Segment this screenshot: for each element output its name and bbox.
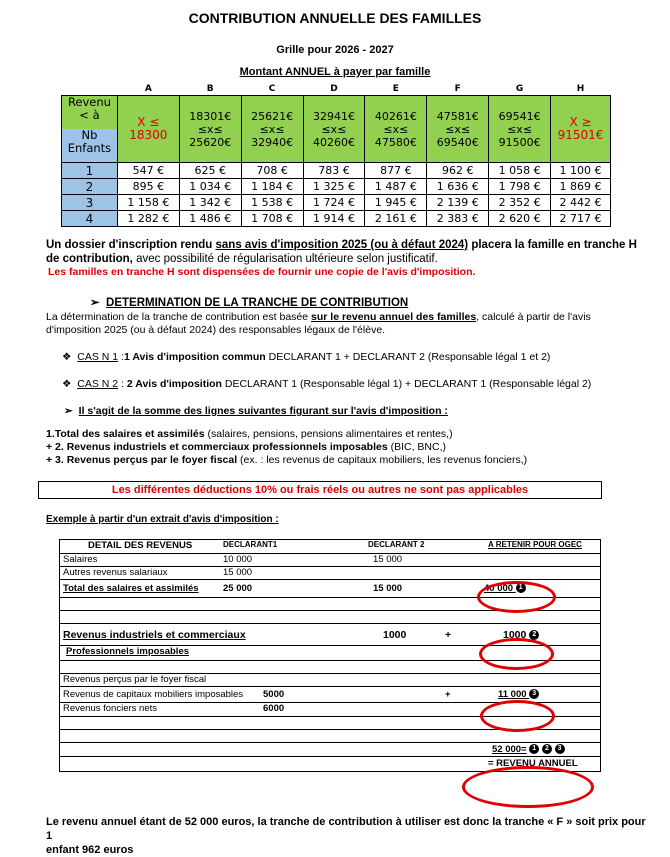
price-cell: 1 325 € [303,179,365,195]
price-cell: 1 282 € [117,211,179,227]
highlight-oval [480,700,555,732]
table-row [60,540,600,554]
montant-heading: Montant ANNUEL à payer par famille [239,66,431,78]
value-d2: 1000 [383,629,407,641]
determination-title: DETERMINATION DE LA TRANCHE DE CONTRIBUTION [106,297,409,309]
enfants-count: 4 [62,211,118,227]
dossier-text: placera la famille en tranche H [468,239,637,251]
item-label: + 3. Revenus perçus par le foyer fiscal [46,454,238,466]
price-cell: 1 184 € [241,179,303,195]
price-cell: 1 487 € [365,179,427,195]
price-cell: 1 538 € [241,195,303,211]
revenu-annuel-label: = REVENU ANNUEL [488,758,578,769]
price-cell: 2 620 € [489,211,551,227]
price-cell: 2 442 € [551,195,611,211]
table-row [62,163,611,179]
list-item [46,441,527,454]
price-cell: 895 € [117,179,179,195]
dossier-text: de contribution, [46,253,133,265]
enfants-count: 3 [62,195,118,211]
col-letter: F [454,83,461,94]
header-retenir: A RETENIR POUR OGEC [488,540,582,549]
price-cell: 1 058 € [489,163,551,179]
enfants-count: 2 [62,179,118,195]
number-3-icon: 3 [529,689,539,699]
item-label: + 2. Revenus industriels et commerciaux professionnels imposables [46,441,388,453]
price-cell: 1 708 € [241,211,303,227]
table-row [60,554,600,567]
col-letter: B [206,83,214,94]
price-cell: 1 869 € [551,179,611,195]
sum-value: 52 000= [492,744,527,755]
table-row [62,179,611,195]
price-cell: 2 352 € [489,195,551,211]
col-letter: G [515,83,524,94]
row-label: Total des salaires et assimilés [63,583,199,594]
col-letter: H [576,83,585,94]
row-label: Revenus perçus par le foyer fiscal [63,674,207,685]
item-label: 1.Total des salaires et assimilés [46,428,205,440]
retenir-value: 11 000 [498,689,527,700]
range-header: 47581€ ≤x≤ 69540€ [427,96,489,163]
range-header: 32941€ ≤x≤ 40260€ [303,96,365,163]
column-letters-row [62,82,611,96]
header-declarant1: DECLARANT1 [223,540,278,549]
col-letter: C [268,83,276,94]
price-cell: 2 161 € [365,211,427,227]
dossier-paragraph [46,238,646,266]
tranche-h-notice: Les familles en tranche H sont dispensées de fournir une copie de l'avis d'imposition. [48,266,476,278]
number-2-icon: 2 [529,630,539,640]
page-title: CONTRIBUTION ANNUELLE DES FAMILLES [188,10,482,26]
nb-enfants-label: Nb Enfants [62,129,117,162]
price-cell: 2 383 € [427,211,489,227]
plus-sign: + [445,629,452,641]
text: , calculé à partir de l'avis [476,311,591,323]
price-cell: 547 € [117,163,179,179]
determination-heading [90,296,408,310]
contribution-grid [61,82,611,227]
range-header: X ≤ 18300 [117,96,179,163]
retenir-value: 1000 [503,629,527,641]
number-1-icon: 1 [529,744,539,754]
enfants-count: 1 [62,163,118,179]
price-cell: 1 486 € [179,211,241,227]
price-cell: 1 636 € [427,179,489,195]
row-label: Professionnels imposables [66,646,190,657]
text: : [118,378,127,390]
list-item [46,454,527,467]
price-cell: 1 342 € [179,195,241,211]
value-d2: 15 000 [373,583,403,594]
sum-line [492,743,565,757]
dossier-text: Un dossier d'inscription rendu [46,239,216,251]
range-header: 40261€ ≤x≤ 47580€ [365,96,427,163]
range-header: 18301€ ≤x≤ 25620€ [179,96,241,163]
item-text: (salaires, pensions, pensions alimentaires et rentes,) [204,428,453,440]
range-header: 69541€ ≤x≤ 91500€ [489,96,551,163]
range-header: X ≥ 91501€ [551,96,611,163]
row-label: Autres revenus salariaux [63,567,168,578]
price-cell: 708 € [241,163,303,179]
determination-text [46,311,642,337]
price-cell: 1 100 € [551,163,611,179]
row-label: Revenus industriels et commerciaux [63,629,246,641]
text-emphasis: 2 Avis d'imposition [126,378,222,390]
text: La détermination de la tranche de contribution est basée [46,311,312,323]
revenue-items [46,428,527,467]
highlight-oval [462,766,594,808]
col-letter: E [392,83,399,94]
deductions-notice: Les différentes déductions 10% ou frais réels ou autres ne sont pas applicables [38,481,602,499]
text: DECLARANT 1 + DECLARANT 2 (Responsable légal 1 et 2) [265,351,551,363]
price-cell: 1 798 € [489,179,551,195]
price-cell: 625 € [179,163,241,179]
item-text: (ex. : les revenus de capitaux mobiliers, les revenus fonciers,) [237,454,528,466]
table-row [62,211,611,227]
income-range-row [62,96,611,163]
price-cell: 1 724 € [303,195,365,211]
cas-label: CAS N 2 [77,378,119,390]
header-declarant2: DECLARANT 2 [368,540,425,549]
number-1-icon: 1 [516,583,526,593]
price-cell: 1 945 € [365,195,427,211]
number-3-icon: 3 [555,744,565,754]
price-cell: 2 717 € [551,211,611,227]
price-cell: 2 139 € [427,195,489,211]
row-label: Salaires [63,554,98,565]
number-2-icon: 2 [542,744,552,754]
table-row [60,567,600,580]
arrow-bullet-icon: ➢ [90,297,100,309]
somme-heading [64,405,448,418]
table-row [60,743,600,757]
value-d2: 15 000 [373,554,403,565]
value-d1: 6000 [263,703,285,714]
arrow-bullet-icon: ➢ [64,405,73,417]
page-subtitle: Grille pour 2026 - 2027 [276,44,394,56]
price-cell: 962 € [427,163,489,179]
table-row [62,195,611,211]
highlight-oval [479,638,554,670]
price-cell: 783 € [303,163,365,179]
header-detail: DETAIL DES REVENUS [88,540,193,551]
text: : [118,351,124,363]
dossier-emphasis: sans avis d'imposition 2025 (ou à défaut 2024) [215,239,469,251]
row-label: Revenus de capitaux mobiliers imposables [63,689,244,700]
highlight-oval [477,581,556,613]
text: DECLARANT 1 (Responsable légal 1) + DECLARANT 1 (Responsable légal 2) [221,378,592,390]
col-letter: D [330,83,338,94]
text: d'imposition 2025 (ou à défaut 2024) des responsables légaux de l'élève. [46,324,386,336]
cas-label: CAS N 1 [77,351,119,363]
range-header: 25621€ ≤x≤ 32940€ [241,96,303,163]
price-cell: 1 158 € [117,195,179,211]
value-d1: 5000 [263,689,285,700]
price-cell: 1 034 € [179,179,241,195]
diamond-bullet-icon: ❖ [62,378,72,390]
value-d1: 10 000 [223,554,253,565]
somme-text: Il s'agit de la somme des lignes suivantes figurant sur l'avis d'imposition : [78,405,448,417]
text-emphasis: 1 Avis d'imposition commun [123,351,266,363]
price-cell: 877 € [365,163,427,179]
retenir-value: 40 000 [484,583,514,594]
col-letter: A [144,83,152,94]
row-label: Revenus fonciers nets [63,703,157,714]
cas-1 [62,351,550,364]
table-row [60,674,600,687]
diamond-bullet-icon: ❖ [62,351,72,363]
value-d1: 15 000 [223,567,253,578]
cas-2 [62,378,591,391]
list-item [46,428,527,441]
price-cell: 1 914 € [303,211,365,227]
plus-sign: + [445,689,451,700]
exemple-title: Exemple à partir d'un extrait d'avis d'imposition : [46,514,279,525]
dossier-text: avec possibilité de régularisation ultérieure selon justificatif. [132,253,438,265]
item-text: (BIC, BNC,) [387,441,447,453]
revenu-label: Revenu < à [62,96,117,129]
text-emphasis: sur le revenu annuel des familles [311,311,477,323]
row-header-cell [62,96,118,163]
value-d1: 25 000 [223,583,253,594]
conclusion: Le revenu annuel étant de 52 000 euros, la tranche de contribution à utiliser est donc la tranche « F » soit prix pour 1 enfant 962 euros [46,816,646,856]
